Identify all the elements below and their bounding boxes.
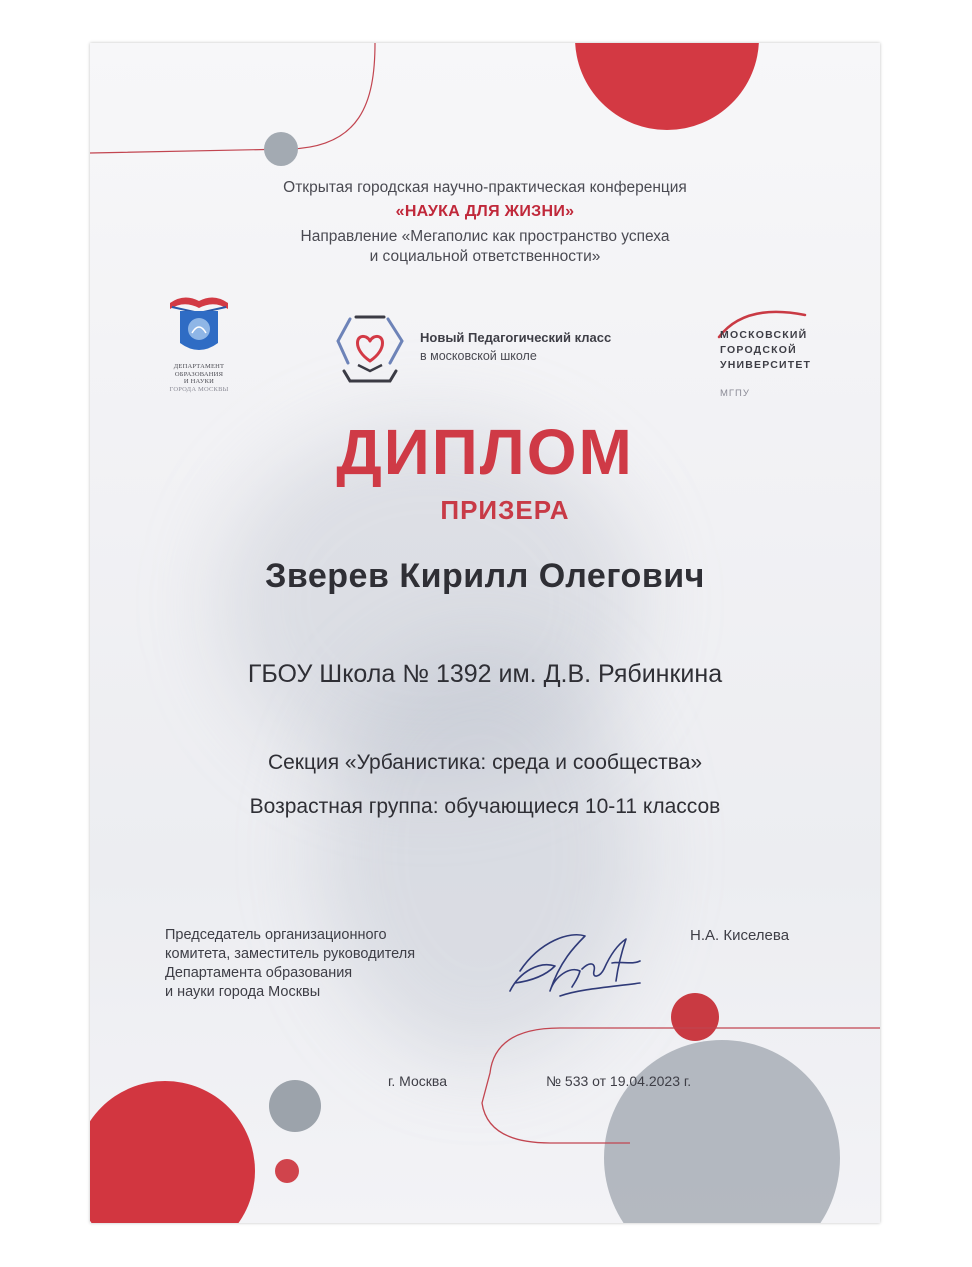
department-caption-line: ОБРАЗОВАНИЯ — [174, 370, 224, 378]
npk-logo-title: Новый Педагогический класс — [420, 330, 612, 345]
recipient-age-group: Возрастная группа: обучающиеся 10-11 классов — [249, 795, 721, 818]
diploma-subtitle: ПРИЗЕРА — [440, 495, 570, 525]
decorative-red-circle — [671, 993, 719, 1041]
mgpu-logo-line: УНИВЕРСИТЕТ — [720, 359, 812, 371]
mgpu-logo-abbr: МГПУ — [720, 388, 750, 399]
decorative-red-circle — [90, 1081, 255, 1223]
conference-heading: Открытая городская научно-практическая конференция — [283, 179, 687, 196]
signatory-role-line: и науки города Москвы — [165, 984, 321, 1000]
signatory-role — [165, 926, 415, 1002]
mgpu-logo-line: ГОРОДСКОЙ — [720, 344, 797, 356]
decorative-gray-circle — [269, 1080, 321, 1132]
conference-title: «НАУКА ДЛЯ ЖИЗНИ» — [395, 203, 575, 220]
signatory-role-line: комитета, заместитель руководителя — [165, 946, 416, 962]
signatory-name: Н.А. Киселева — [690, 927, 790, 944]
handwritten-signature — [500, 921, 660, 1011]
decorative-red-circle — [575, 43, 759, 130]
decorative-line — [90, 43, 375, 153]
department-caption — [154, 363, 244, 393]
mgpu-logo-line: МОСКОВСКИЙ — [720, 329, 808, 341]
issue-city: г. Москва — [388, 1073, 447, 1089]
signatory-role-line: Департамента образования — [165, 965, 353, 981]
diploma-title: ДИПЛОМ — [336, 416, 634, 488]
npk-logo-subtitle: в московской школе — [420, 349, 537, 363]
heart-hexagon-icon — [330, 311, 410, 391]
recipient-section: Секция «Урбанистика: среда и сообщества» — [267, 751, 703, 774]
recipient-name: Зверев Кирилл Олегович — [265, 557, 705, 595]
conference-direction-line1: Направление «Мегаполис как пространство успеха — [300, 228, 670, 245]
recipient-school: ГБОУ Школа № 1392 им. Д.В. Рябинкина — [247, 660, 723, 688]
signatory-role-line: Председатель организационного — [165, 927, 387, 943]
department-caption-line: ДЕПАРТАМЕНТ — [173, 363, 225, 370]
decorative-red-circle — [275, 1159, 299, 1183]
decorative-gray-circle — [264, 132, 298, 166]
department-emblem-icon — [166, 291, 232, 363]
department-caption-line: ГОРОДА МОСКВЫ — [169, 385, 229, 393]
decorative-gray-circle — [604, 1040, 840, 1223]
diploma-sheet — [90, 43, 880, 1223]
conference-direction-line2: и социальной ответственности» — [369, 248, 601, 265]
department-caption-line: И НАУКИ — [183, 378, 215, 385]
document-number: № 533 от 19.04.2023 г. — [546, 1073, 692, 1089]
